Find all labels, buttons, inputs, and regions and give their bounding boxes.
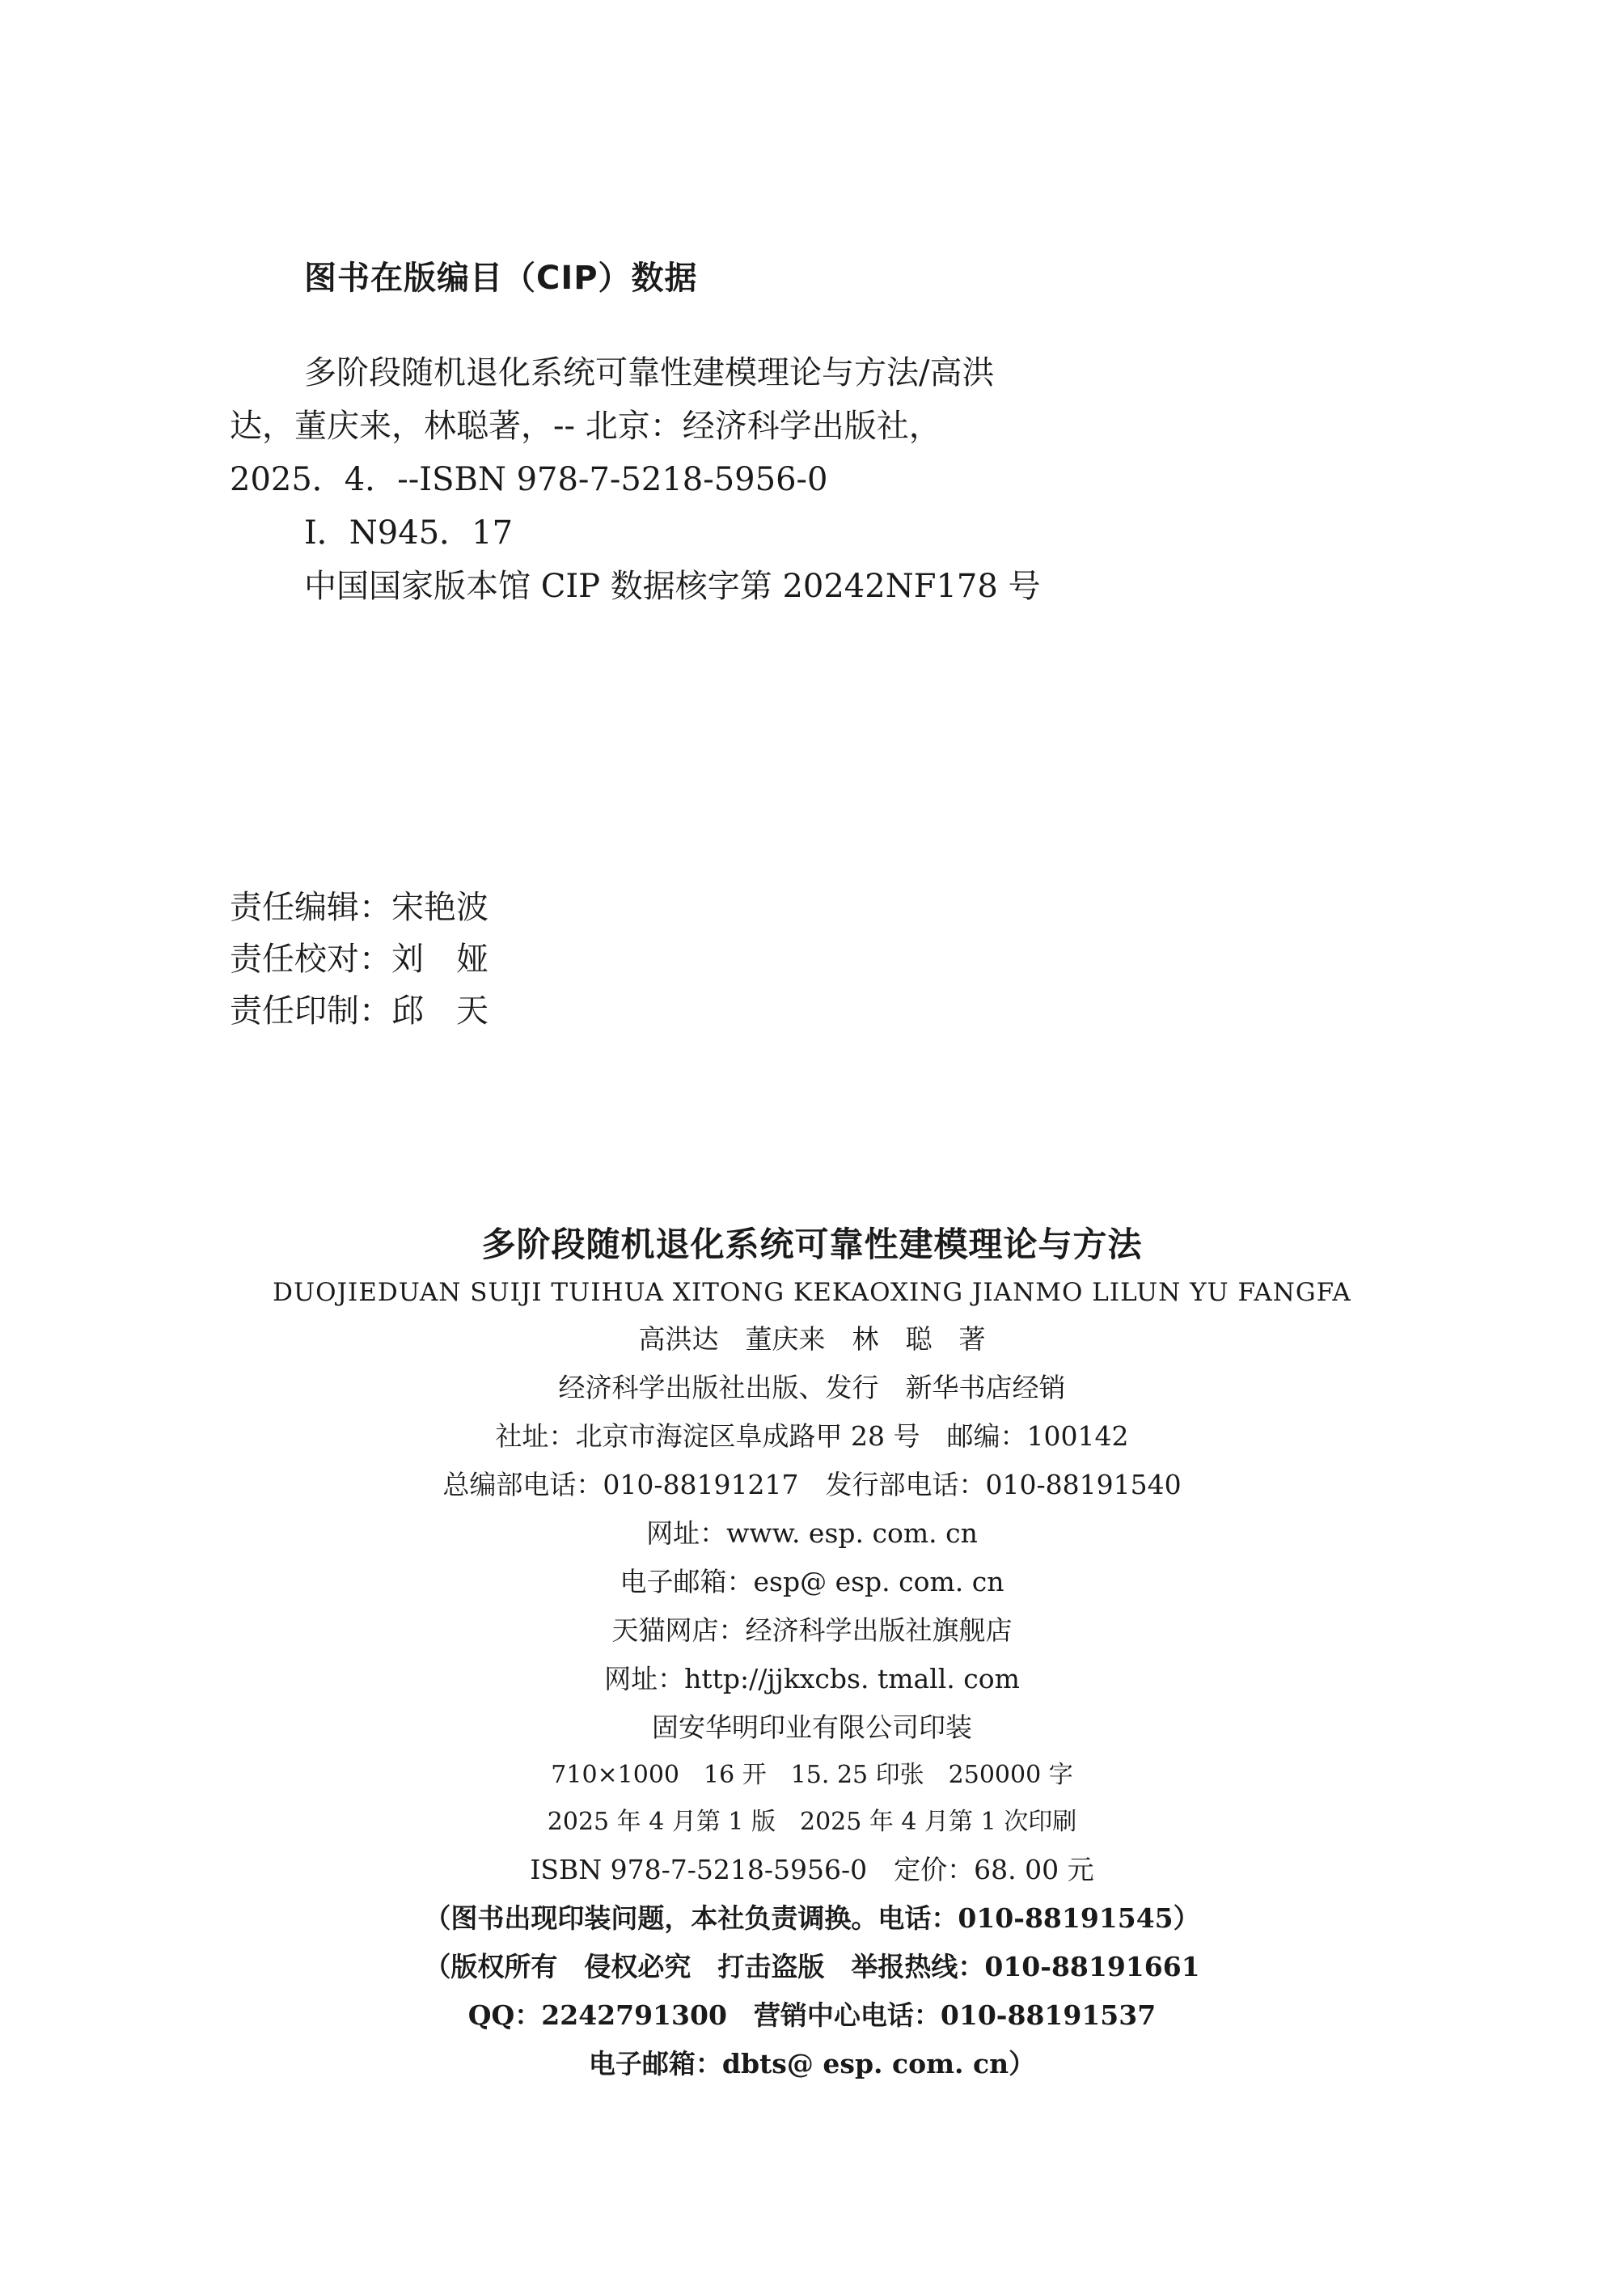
responsible-printing: 责任印制：邱 天 — [230, 992, 488, 1030]
notice-copyright: （版权所有 侵权必究 打击盗版 举报热线：010-88191661 — [424, 1951, 1200, 1982]
notice-qq-marketing: QQ：2242791300 营销中心电话：010-88191537 — [467, 1999, 1157, 2031]
cip-author-line: 达，董庆来，林聪著，-- 北京：经济科学出版社， — [230, 408, 941, 445]
publisher: 经济科学出版社出版、发行 新华书店经销 — [558, 1372, 1066, 1403]
responsible-editor: 责任编辑：宋艳波 — [230, 889, 488, 926]
printer: 固安华明印业有限公司印装 — [652, 1711, 972, 1743]
website: 网址：www. esp. com. cn — [646, 1517, 978, 1549]
responsible-proofreader: 责任校对：刘 娅 — [230, 941, 488, 978]
authors: 高洪达 董庆来 林 聪 著 — [638, 1323, 986, 1355]
tmall-url: 网址：http://jjkxcbs. tmall. com — [604, 1663, 1020, 1694]
cip-heading: 图书在版编目（CIP）数据 — [304, 260, 698, 297]
address: 社址：北京市海淀区阜成路甲 28 号 邮编：100142 — [495, 1420, 1129, 1452]
notice-email: 电子邮箱：dbts@ esp. com. cn） — [588, 2048, 1036, 2079]
cip-isbn-line: 2025．4．--ISBN 978-7-5218-5956-0 — [230, 461, 828, 498]
cip-record-number-line: 中国国家版本馆 CIP 数据核字第 20242NF178 号 — [304, 568, 1041, 605]
phones: 总编部电话：010-88191217 发行部电话：010-88191540 — [442, 1469, 1182, 1500]
cip-classification-line: I．N945．17 — [304, 514, 514, 552]
colophon — [0, 1220, 1624, 2088]
book-title-pinyin: DUOJIEDUAN SUIJI TUIHUA XITONG KEKAOXING JIANMO LILUN YU FANGFA — [273, 1278, 1351, 1307]
isbn-price: ISBN 978-7-5218-5956-0 定价：68. 00 元 — [530, 1854, 1094, 1885]
book-title: 多阶段随机退化系统可靠性建模理论与方法 — [481, 1225, 1143, 1264]
editorial-staff — [230, 882, 488, 1037]
cip-record — [230, 346, 1087, 613]
tmall-store: 天猫网店：经济科学出版社旗舰店 — [611, 1614, 1013, 1646]
edition-info: 2025 年 4 月第 1 版 2025 年 4 月第 1 次印刷 — [547, 1808, 1077, 1836]
cip-title-line: 多阶段随机退化系统可靠性建模理论与方法/高洪 — [304, 354, 995, 391]
notice-printing-defects: （图书出现印装问题，本社负责调换。电话：010-88191545） — [424, 1902, 1200, 1934]
format-specs: 710×1000 16 开 15. 25 印张 250000 字 — [551, 1761, 1073, 1789]
email: 电子邮箱：esp@ esp. com. cn — [620, 1566, 1004, 1597]
